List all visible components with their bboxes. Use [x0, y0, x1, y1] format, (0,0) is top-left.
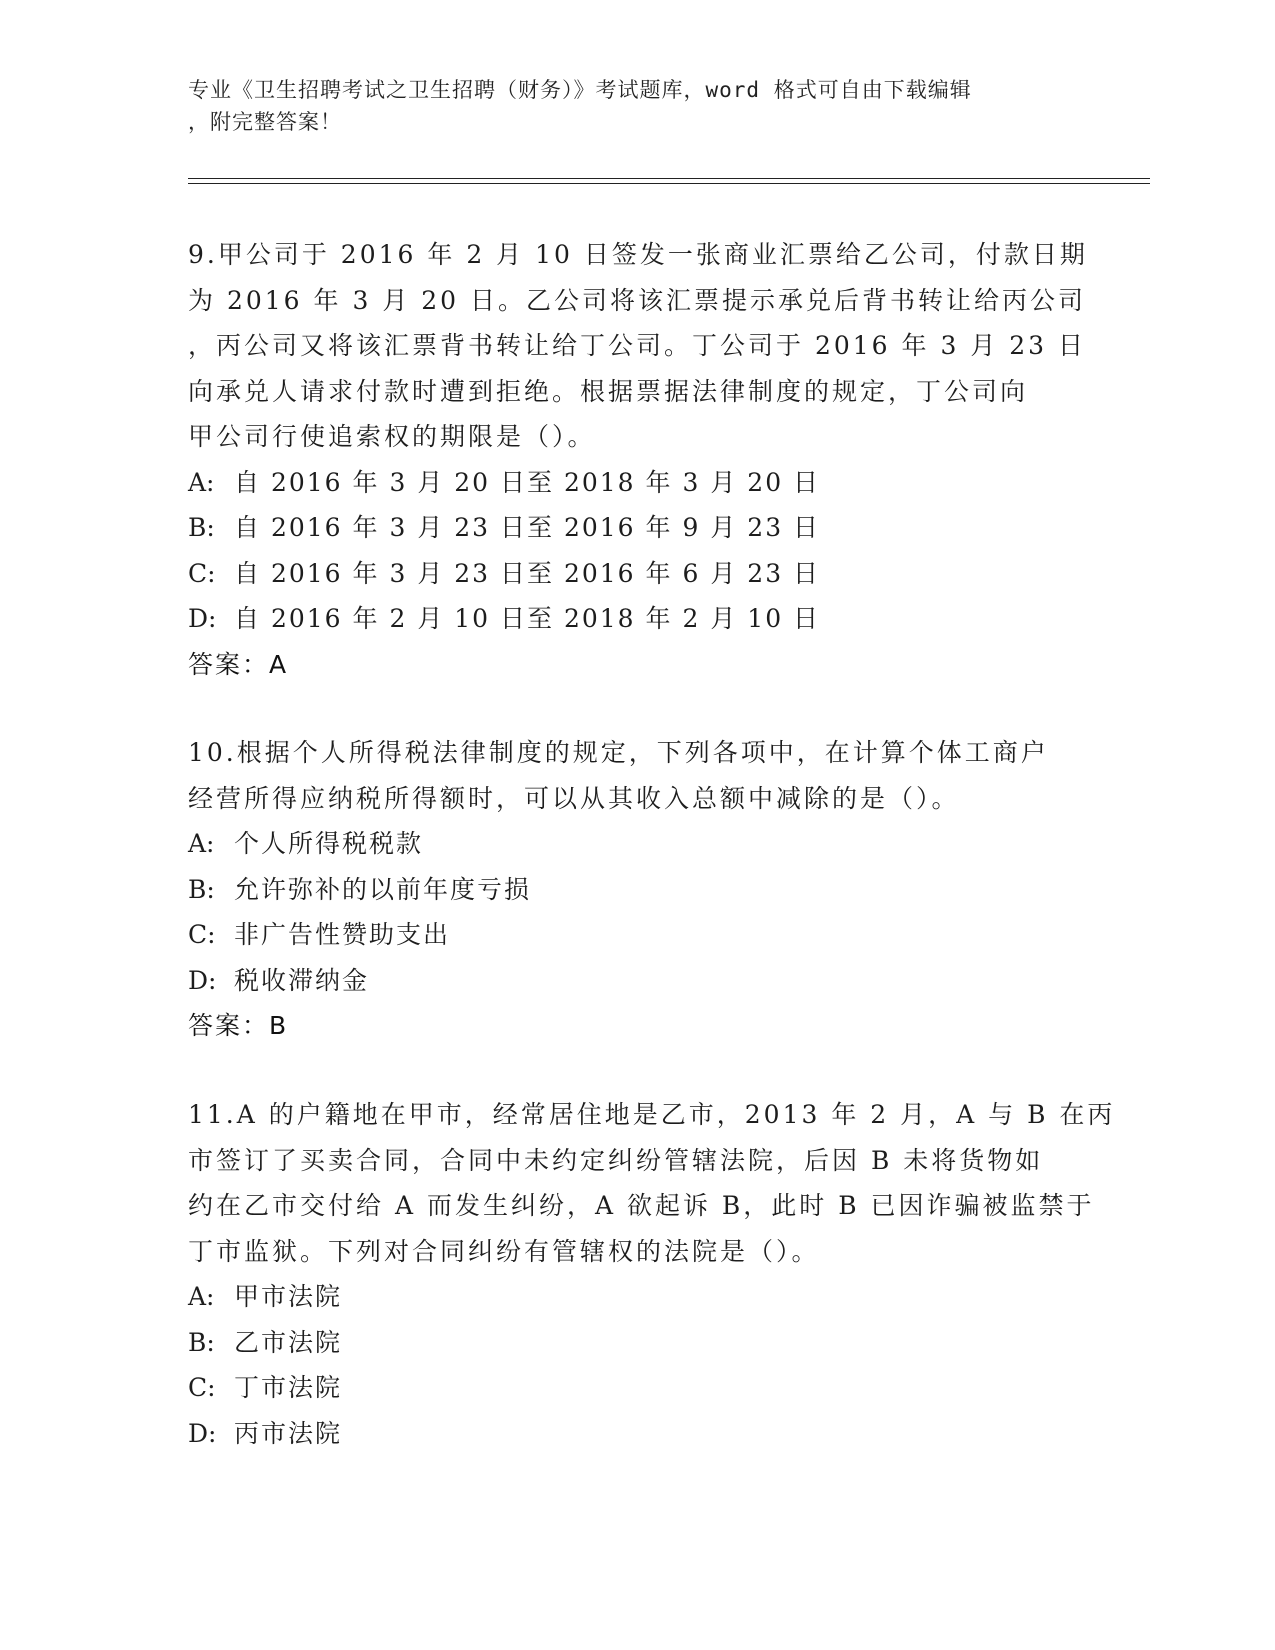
option-text: 自 2016 年 3 月 23 日至 2016 年 6 月 23 日 [234, 558, 821, 588]
question-text-line: ，丙公司又将该汇票背书转让给丁公司。丁公司于 2016 年 3 月 23 日 [188, 331, 1087, 360]
answer-label: 答案：B [188, 1011, 289, 1040]
header-divider-top [188, 178, 1150, 179]
option-key: B: [188, 1327, 215, 1357]
question-text-line: 11.A 的户籍地在甲市，经常居住地是乙市，2013 年 2 月，A 与 B 在丙 [188, 1100, 1116, 1129]
option-b [188, 867, 1088, 913]
option-key: C: [188, 558, 216, 588]
question-text-line: 丁市监狱。下列对合同纠纷有管辖权的法院是（）。 [188, 1236, 820, 1266]
option-text: 非广告性赞助支出 [234, 920, 451, 949]
option-text: 丁市法院 [234, 1373, 343, 1402]
option-c [188, 912, 1088, 958]
option-text: 自 2016 年 2 月 10 日至 2018 年 2 月 10 日 [234, 604, 821, 633]
option-key: B: [188, 874, 215, 904]
option-text: 允许弥补的以前年度亏损 [234, 874, 532, 904]
option-key: D: [188, 965, 217, 995]
option-text: 个人所得税税款 [234, 829, 424, 858]
option-d [188, 1411, 1088, 1457]
option-key: D: [188, 1418, 217, 1448]
option-d [188, 596, 1088, 642]
question-text-line: 9.甲公司于 2016 年 2 月 10 日签发一张商业汇票给乙公司，付款日期 [188, 240, 1088, 269]
header-divider-bottom [188, 183, 1150, 184]
option-key: A: [188, 1282, 215, 1311]
header-title-line-continued: ，附完整答案！ [188, 110, 342, 134]
question-text-line: 甲公司行使追索权的期限是（）。 [188, 422, 596, 451]
question-11 [188, 1092, 1116, 1456]
question-9 [188, 232, 1088, 687]
option-text: 自 2016 年 3 月 23 日至 2016 年 9 月 23 日 [234, 513, 821, 542]
option-c [188, 551, 1088, 597]
document-header [188, 74, 1068, 138]
option-c [188, 1365, 1088, 1411]
question-10 [188, 730, 1088, 1049]
option-b [188, 1320, 1088, 1366]
option-a [188, 460, 1088, 506]
option-text: 乙市法院 [234, 1327, 343, 1357]
option-key: A: [188, 467, 215, 497]
question-text-line: 市签订了买卖合同，合同中未约定纠纷管辖法院，后因 B 未将货物如 [188, 1145, 1044, 1175]
option-key: C: [188, 1373, 216, 1402]
question-text-line: 10.根据个人所得税法律制度的规定，下列各项中，在计算个体工商户 [188, 738, 1049, 767]
option-text: 甲市法院 [234, 1282, 343, 1311]
option-a [188, 821, 1088, 867]
question-text-line: 向承兑人请求付款时遭到拒绝。根据票据法律制度的规定，丁公司向 [188, 376, 1029, 406]
option-key: B: [188, 513, 215, 542]
option-key: A: [188, 829, 215, 858]
option-text: 丙市法院 [234, 1418, 343, 1448]
option-b [188, 505, 1088, 551]
option-text: 自 2016 年 3 月 20 日至 2018 年 3 月 20 日 [234, 467, 821, 497]
question-text-line: 约在乙市交付给 A 而发生纠纷，A 欲起诉 B，此时 B 已因诈骗被监禁于 [188, 1191, 1095, 1220]
question-text-line: 为 2016 年 3 月 20 日。乙公司将该汇票提示承兑后背书转让给丙公司 [188, 285, 1087, 315]
header-title-line: 专业《卫生招聘考试之卫生招聘（财务）》考试题库，word 格式可自由下载编辑 [188, 78, 972, 102]
option-text: 税收滞纳金 [234, 965, 370, 995]
answer-label: 答案：A [188, 649, 289, 679]
option-a [188, 1274, 1088, 1320]
question-text-line: 经营所得应纳税所得额时，可以从其收入总额中减除的是（）。 [188, 783, 960, 813]
option-key: D: [188, 604, 217, 633]
option-key: C: [188, 920, 216, 949]
option-d [188, 958, 1088, 1004]
